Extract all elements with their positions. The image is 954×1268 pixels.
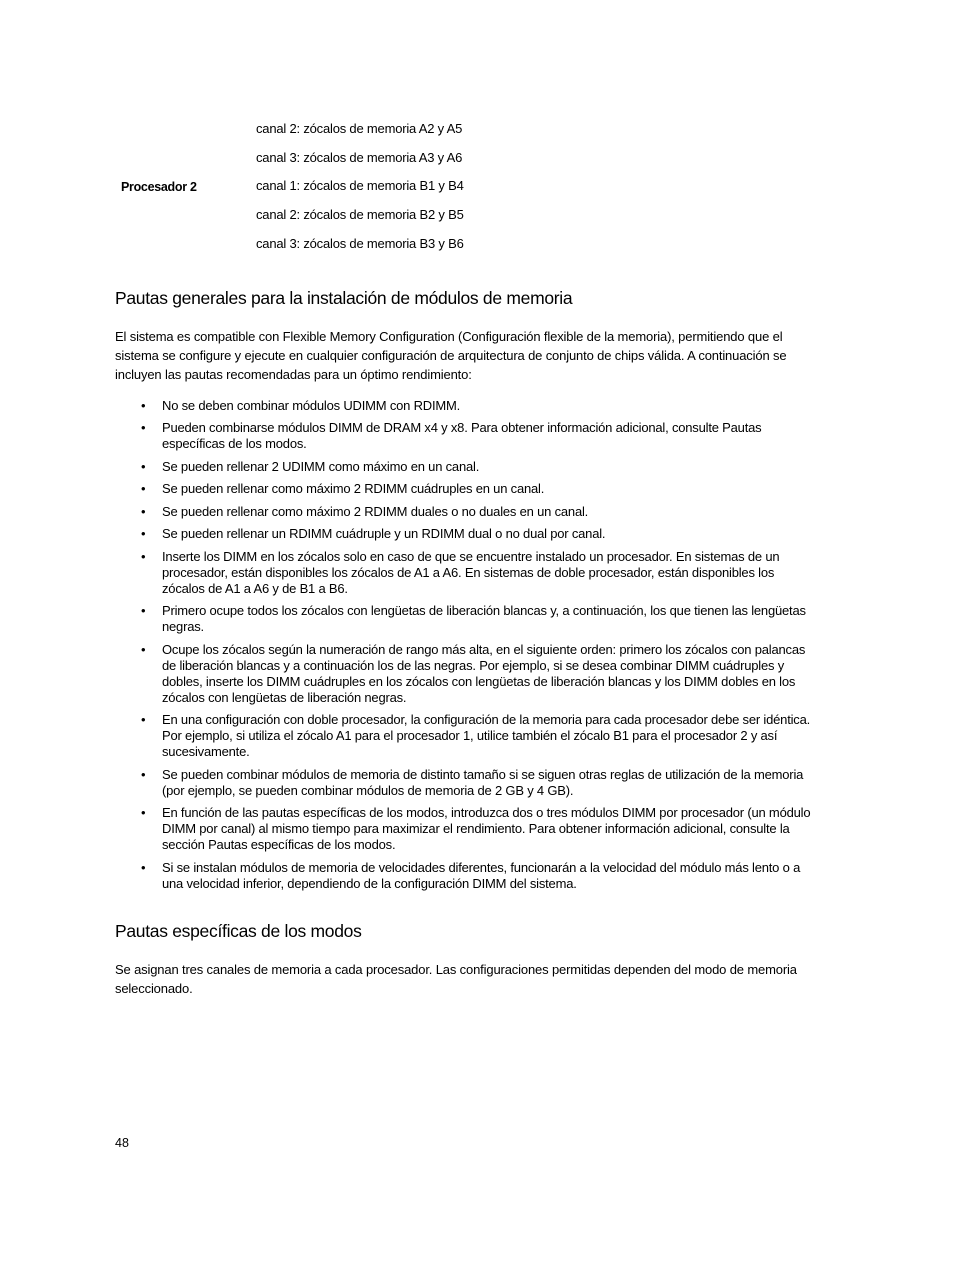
list-item-text: En función de las pautas específicas de los modos, introduzca dos o tres módulos DIMM por procesador (un módulo DIMM por canal) al mismo tiempo para maximizar el rendimiento. Para obtener información adicional, consulte la sección Pautas específicas de los modos. — [162, 805, 811, 852]
bullet-icon: • — [141, 805, 146, 820]
bullet-icon: • — [141, 603, 146, 618]
table-row — [0, 119, 954, 139]
bullet-icon: • — [141, 767, 146, 782]
channel-sockets: canal 1: zócalos de memoria B1 y B4 — [256, 178, 464, 193]
bullet-icon: • — [141, 712, 146, 727]
list-item — [141, 459, 817, 475]
list-item — [141, 481, 817, 497]
list-item-text: Inserte los DIMM en los zócalos solo en caso de que se encuentre instalado un procesador. En sistemas de un procesador, están disponibles los zócalos de A1 a A6. En sistemas de doble procesador, están disponibles los zócalos de A1 a A6 y de B1 a B6. — [162, 549, 780, 596]
list-item — [141, 420, 817, 452]
section-heading: Pautas específicas de los modos — [115, 921, 362, 941]
channel-sockets: canal 3: zócalos de memoria A3 y A6 — [256, 150, 463, 165]
table-row — [0, 205, 954, 225]
processor-label: Procesador 2 — [121, 180, 197, 194]
bullet-icon: • — [141, 481, 146, 496]
bullet-icon: • — [141, 459, 146, 474]
list-item — [141, 767, 817, 799]
bullet-icon: • — [141, 504, 146, 519]
bullet-icon: • — [141, 642, 146, 657]
channel-sockets: canal 3: zócalos de memoria B3 y B6 — [256, 236, 464, 251]
table-row — [0, 176, 954, 196]
table-row — [0, 148, 954, 168]
bullet-icon: • — [141, 526, 146, 541]
list-item — [141, 712, 817, 760]
section-heading: Pautas generales para la instalación de módulos de memoria — [115, 288, 573, 308]
list-item-text: Ocupe los zócalos según la numeración de rango más alta, en el siguiente orden: primero los zócalos con palancas de liberación blancas y a continuación los de las negras. Por ejemplo, si se desea combinar DIMM cuádruples y dobles, inserte los DIMM cuádruples en los zócalos con lengüetas de liberación blancas y los DIMM dobles en los zócalos con lengüetas de liberación negras. — [162, 642, 806, 705]
bullet-icon: • — [141, 398, 146, 413]
list-item — [141, 526, 817, 542]
list-item — [141, 642, 817, 706]
list-item-text: Se pueden rellenar un RDIMM cuádruple y un RDIMM dual o no dual por canal. — [162, 526, 606, 541]
bullet-icon: • — [141, 860, 146, 875]
list-item-text: Se pueden combinar módulos de memoria de distinto tamaño si se siguen otras reglas de utilización de la memoria (por ejemplo, se pueden combinar módulos de memoria de 2 GB y 4 GB). — [162, 767, 804, 798]
bullet-icon: • — [141, 549, 146, 564]
list-item-text: Pueden combinarse módulos DIMM de DRAM x4 y x8. Para obtener información adicional, consulte Pautas específicas de los modos. — [162, 420, 762, 451]
list-item-text: No se deben combinar módulos UDIMM con RDIMM. — [162, 398, 461, 413]
list-item-text: Primero ocupe todos los zócalos con lengüetas de liberación blancas y, a continuación, los que tienen las lengüetas negras. — [162, 603, 806, 634]
channel-sockets: canal 2: zócalos de memoria B2 y B5 — [256, 207, 464, 222]
intro-paragraph: El sistema es compatible con Flexible Memory Configuration (Configuración flexible de la memoria), permitiendo que el sistema se configure y ejecute en cualquier configuración de arquitectura de conjunto de chips válida. A continuación se incluyen las pautas recomendadas para un óptimo rendimiento: — [115, 329, 787, 382]
list-item — [141, 504, 817, 520]
list-item-text: Si se instalan módulos de memoria de velocidades diferentes, funcionarán a la velocidad del módulo más lento o a una velocidad inferior, dependiendo de la configuración DIMM del sistema. — [162, 860, 801, 891]
table-row — [0, 234, 954, 254]
list-item — [141, 860, 817, 892]
list-item-text: Se pueden rellenar como máximo 2 RDIMM duales o no duales en un canal. — [162, 504, 589, 519]
list-item — [141, 603, 817, 635]
channel-sockets: canal 2: zócalos de memoria A2 y A5 — [256, 121, 463, 136]
page-number: 48 — [115, 1136, 129, 1150]
bullet-icon: • — [141, 420, 146, 435]
list-item — [141, 549, 817, 597]
list-item-text: En una configuración con doble procesador, la configuración de la memoria para cada procesador debe ser idéntica. Por ejemplo, si utiliza el zócalo A1 para el procesador 1, utilice también el zócalo B1 para el procesador 2 y así sucesivamente. — [162, 712, 811, 759]
list-item-text: Se pueden rellenar 2 UDIMM como máximo en un canal. — [162, 459, 480, 474]
list-item — [141, 805, 817, 853]
list-item-text: Se pueden rellenar como máximo 2 RDIMM cuádruples en un canal. — [162, 481, 545, 496]
intro-paragraph: Se asignan tres canales de memoria a cada procesador. Las configuraciones permitidas dependen del modo de memoria seleccionado. — [115, 962, 797, 996]
list-item — [141, 398, 817, 414]
